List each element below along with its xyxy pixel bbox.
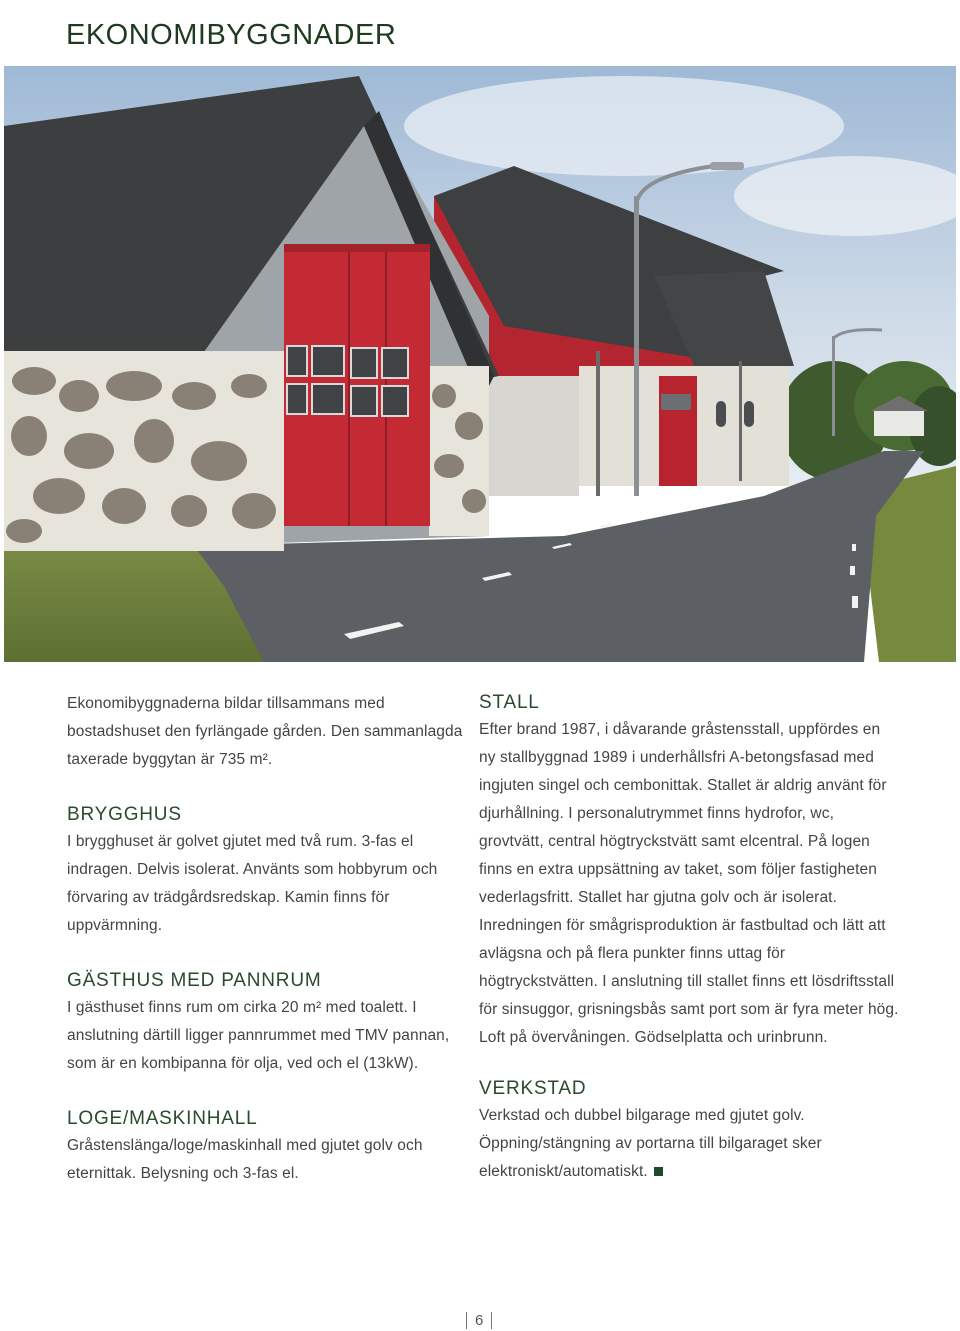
brygghus-heading: BRYGGHUS xyxy=(67,804,182,825)
loge-paragraph: Gråstenslänga/loge/maskinhall med gjutet golv och eternittak. Belysning och 3-fas el. xyxy=(67,1137,423,1182)
gasthus-heading: GÄSTHUS MED PANNRUM xyxy=(67,970,322,991)
left-column xyxy=(67,690,467,1188)
stall-heading: STALL xyxy=(479,692,540,713)
page-number: 6 xyxy=(466,1312,492,1329)
stall-paragraph: Efter brand 1987, i dåvarande gråstensstall, uppfördes en ny stallbyggnad 1989 i underhållsfri A-betongsfasad med ingjuten singel och cembonittak. Stallet är aldrig använt för djurhållning. I personalutrymmet finns hydrofor, wc, grovtvätt, central högtryckstvätt samt elcentral. På logen finns en extra uppsättning av taket, som följer fastigheten vederlagsfritt. Stallet har gjutna golv och är isolerat. Inredningen för smågrisproduktion är fastbultad och lätt att avlägsna och på flera punkter finns uttag för högtryckstvätten. I anslutning till stallet finns ett lösdriftsstall för sinsuggor, grisningsbås samt port som är fyra meter hög. Loft på övervåningen. Gödselplatta och urinbrunn. xyxy=(479,721,899,1046)
intro-paragraph: Ekonomibyggnaderna bildar tillsammans med bostadshuset den fyrlängade gården. Den sammanlagda taxerade byggytan är 735 m². xyxy=(67,695,463,768)
end-of-article-icon xyxy=(654,1167,663,1176)
verkstad-text: Verkstad och dubbel bilgarage med gjutet golv. Öppning/stängning av portarna till bilgaraget sker elektroniskt/automatiskt. xyxy=(479,1107,822,1180)
page-title: EKONOMIBYGGNADER xyxy=(66,19,397,52)
gasthus-paragraph: I gästhuset finns rum om cirka 20 m² med toalett. I anslutning därtill ligger pannrummet med TMV pannan, som är en kombipanna för olja, ved och el (13kW). xyxy=(67,999,450,1072)
farm-buildings-photo xyxy=(4,66,956,662)
right-column xyxy=(479,690,899,1186)
brygghus-paragraph: I brygghuset är golvet gjutet med två rum. 3-fas el indragen. Delvis isolerat. Använts som hobbyrum och förvaring av trädgårdsredskap. Kamin finns för uppvärmning. xyxy=(67,833,438,934)
verkstad-paragraph xyxy=(479,1102,899,1186)
loge-heading: LOGE/MASKINHALL xyxy=(67,1108,258,1129)
verkstad-heading: VERKSTAD xyxy=(479,1078,587,1099)
